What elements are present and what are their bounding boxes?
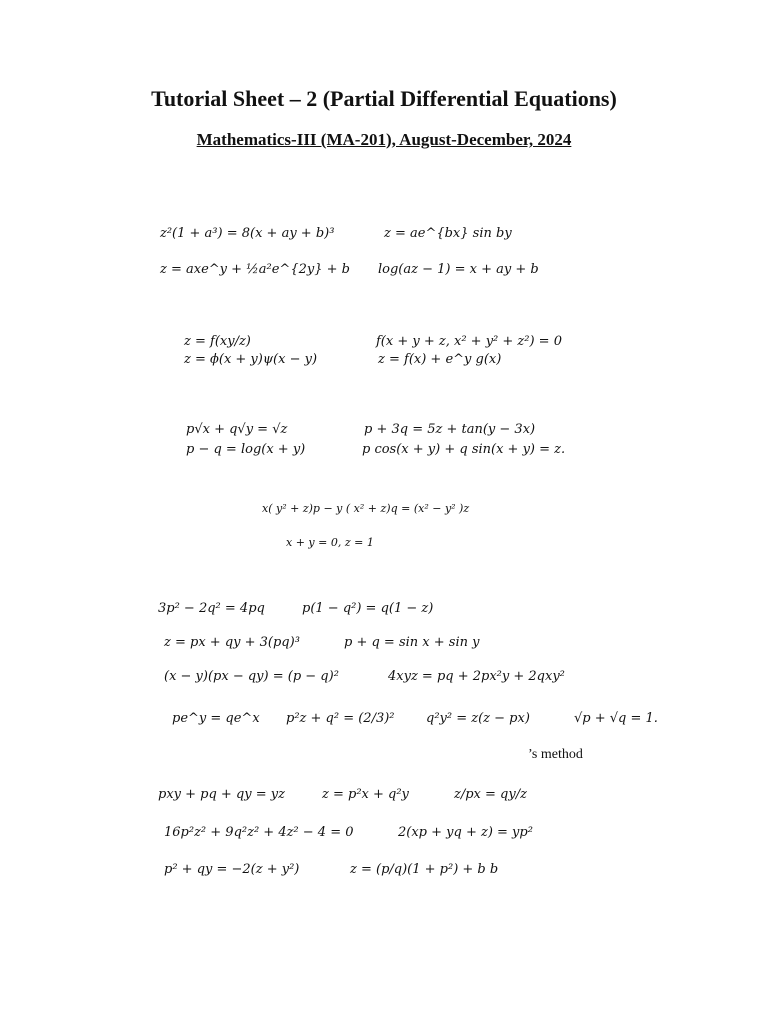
equation: p + q = sin x + sin y (344, 635, 480, 650)
equation: z = f(xy/z) (184, 334, 251, 349)
equation: pxy + pq + qy = yz (158, 787, 285, 802)
method-note: ’s method (528, 747, 583, 762)
equation: p + 3q = 5z + tan(y − 3x) (364, 422, 536, 437)
equation: 3p² − 2q² = 4pq (158, 601, 265, 616)
equation: log(az − 1) = x + ay + b (378, 262, 539, 277)
equation: f(x + y + z, x² + y² + z²) = 0 (376, 334, 562, 349)
course-subtitle: Mathematics-III (MA-201), August-December, 2024 (196, 130, 572, 149)
equation: z = ae^{bx} sin by (384, 226, 512, 241)
equation: p√x + q√y = √z (186, 422, 288, 437)
equation: p²z + q² = (2/3)² (286, 711, 395, 726)
equation: 16p²z² + 9q²z² + 4z² − 4 = 0 (164, 825, 354, 840)
page-title: Tutorial Sheet – 2 (Partial Differential Equations) (151, 86, 617, 111)
equation: (x − y)(px − qy) = (p − q)² (164, 669, 339, 684)
equation: p cos(x + y) + q sin(x + y) = z. (362, 442, 566, 457)
equation: 4xyz = pq + 2px²y + 2qxy² (388, 669, 565, 684)
equation: z/px = qy/z (454, 787, 527, 802)
equation: z = p²x + q²y (322, 787, 409, 802)
equation: x( y² + z)p − y ( x² + z)q = (x² − y² )z (262, 502, 470, 515)
equation: pe^y = qe^x (172, 711, 260, 726)
equation: p(1 − q²) = q(1 − z) (302, 601, 434, 616)
equation: z²(1 + a³) = 8(x + ay + b)³ (160, 226, 335, 241)
equation: z = f(x) + e^y g(x) (378, 352, 502, 367)
equation: q²y² = z(z − px) (426, 711, 530, 726)
initial-condition: x + y = 0, z = 1 (286, 536, 374, 549)
equation: z = ϕ(x + y)ψ(x − y) (184, 352, 318, 367)
equation: 2(xp + yq + z) = yp² (398, 825, 533, 840)
equation: z = px + qy + 3(pq)³ (164, 635, 300, 650)
equation: z = axe^y + ½a²e^{2y} + b (160, 262, 350, 277)
equation: p² + qy = −2(z + y²) (164, 862, 300, 877)
equation: z = (p/q)(1 + p²) + b b (350, 862, 499, 877)
equation: √p + √q = 1. (574, 711, 658, 726)
equation: p − q = log(x + y) (186, 442, 306, 457)
